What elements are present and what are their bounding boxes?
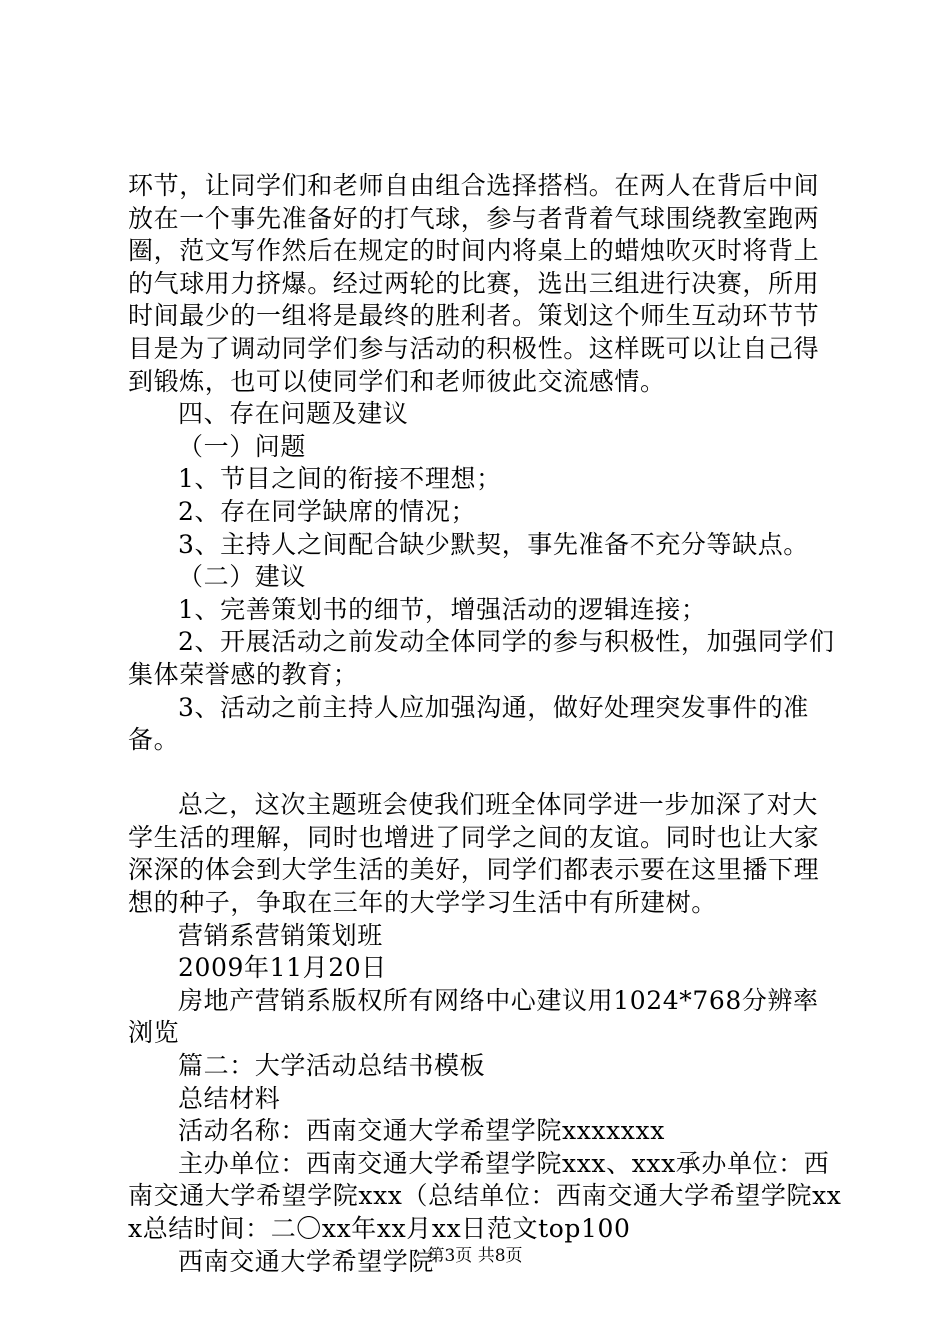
document-body [128, 170, 843, 1278]
signature-class: 营销系营销策划班 [178, 920, 383, 950]
section-heading-problems-suggestions: 四、存在问题及建议 [178, 399, 409, 429]
problem-item-3: 3、主持人之间配合缺少默契，事先准备不充分等缺点。 [178, 529, 809, 559]
subheading-suggestions: （二）建议 [178, 562, 307, 592]
suggestion-item-1: 1、完善策划书的细节，增强活动的逻辑连接； [178, 594, 707, 624]
section-heading-part-two: 篇二：大学活动总结书模板 [178, 1051, 486, 1081]
suggestion-item-3: 3、活动之前主持人应加强沟通，做好处理突发事件的准备。 [128, 692, 809, 755]
copyright-notice: 房地产营销系版权所有网络中心建议用1024*768分辨率浏览 [128, 985, 819, 1048]
organizer-line: 主办单位：西南交通大学希望学院xxx、xxx承办单位：西南交通大学希望学院xxx（总结单位：西南交通大学希望学院xxx总结时间：二〇xx年xx月xx日范文top100 [128, 1148, 842, 1243]
activity-name-line: 活动名称：西南交通大学希望学院xxxxxxx [178, 1116, 665, 1146]
paragraph-conclusion: 总之，这次主题班会使我们班全体同学进一步加深了对大学生活的理解，同时也增进了同学之间的友谊。同时也让大家深深的体会到大学生活的美好，同学们都表示要在这里播下理想的种子，争取在三年的大学学习生活中有所建树。 [128, 790, 820, 918]
institution-line: 西南交通大学希望学院 [178, 1246, 435, 1276]
summary-material-label: 总结材料 [178, 1083, 281, 1113]
paragraph-activity-description: 环节，让同学们和老师自由组合选择搭档。在两人在背后中间放在一个事先准备好的打气球，参与者背着气球围绕教室跑两圈，范文写作然后在规定的时间内将桌上的蜡烛吹灭时将背上的气球用力挤爆。经过两轮的比赛，选出三组进行决赛，所用时间最少的一组将是最终的胜利者。策划这个师生互动环节节目是为了调动同学们参与活动的积极性。这样既可以让自己得到锻炼，也可以使同学们和老师彼此交流感情。 [128, 171, 820, 396]
problem-item-1: 1、节目之间的衔接不理想； [178, 464, 502, 494]
problem-item-2: 2、存在同学缺席的情况； [178, 496, 477, 526]
blank-line [128, 757, 843, 790]
signature-date: 2009年11月20日 [178, 953, 387, 983]
page-number-footer: 第3页 共8页 [427, 1246, 523, 1266]
subheading-problems: （一）问题 [178, 431, 307, 461]
suggestion-item-2: 2、开展活动之前发动全体同学的参与积极性，加强同学们集体荣誉感的教育； [128, 627, 835, 689]
